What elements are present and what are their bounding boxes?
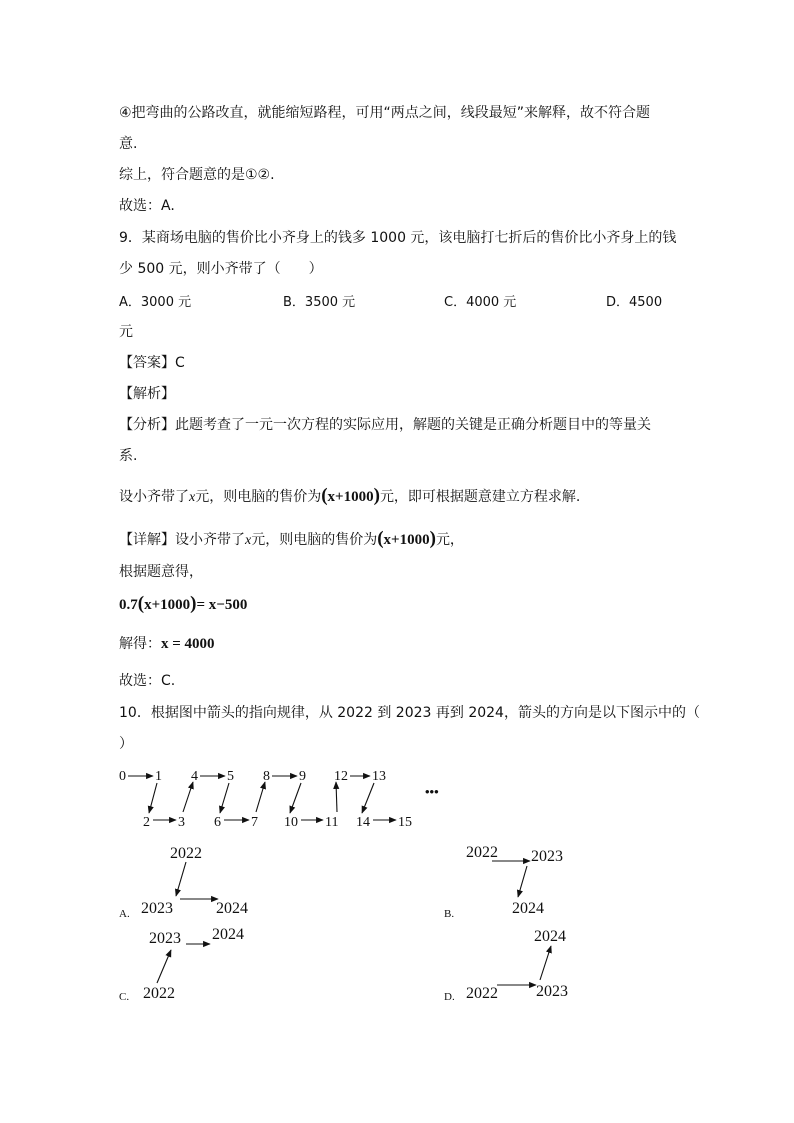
detail-expr: x+1000 — [383, 532, 430, 548]
prev-answer: 故选：A. — [119, 198, 175, 214]
pattern-number: 11 — [325, 815, 339, 830]
prev-conclusion: 综上，符合题意的是①②. — [119, 167, 275, 183]
q10-stem-line-1: 10．根据图中箭头的指向规律，从 2022 到 2023 再到 2024，箭头的方向是以下图示中的（ — [119, 705, 700, 721]
detail-mid: 元，则电脑的售价为 — [251, 532, 378, 548]
pattern-number: 5 — [227, 769, 234, 784]
prev-line-1: ④把弯曲的公路改直，就能缩短路程，可用“两点之间，线段最短”来解释，故不符合题 — [119, 105, 651, 121]
pattern-number: 7 — [251, 815, 258, 830]
detail-pre: 【详解】设小齐带了 — [119, 532, 245, 548]
option-a-arrow-down — [176, 862, 186, 896]
pattern-number: 10 — [284, 815, 298, 830]
q9-detail — [119, 529, 464, 551]
detail-var: x — [245, 533, 252, 548]
setup-expr-close: ) — [373, 485, 380, 506]
option-number: 2023 — [149, 930, 181, 947]
q9-fenxi-line-2: 系. — [119, 448, 138, 464]
q9-option-d: D．4500 — [606, 295, 663, 310]
option-number: 2023 — [531, 848, 563, 865]
pattern-number: 6 — [214, 815, 221, 830]
pattern-number: 1 — [155, 769, 162, 784]
option-label-b: B. — [444, 908, 455, 920]
option-c-arrow-up — [157, 950, 171, 983]
setup-var: x — [189, 490, 196, 505]
option-number: 2022 — [466, 985, 498, 1002]
option-number: 2024 — [216, 900, 248, 917]
pattern-ellipsis: ••• — [425, 784, 439, 799]
pattern-arrow-down — [149, 783, 157, 813]
q9-fenxi-line-1: 【分析】此题考查了一元一次方程的实际应用，解题的关键是正确分析题目中的等量关 — [119, 417, 651, 433]
pattern-arrow-up — [336, 782, 337, 812]
setup-pre: 设小齐带了 — [119, 489, 189, 505]
pattern-number: 3 — [178, 815, 185, 830]
q9-option-c: C．4000 元 — [444, 295, 517, 310]
q9-equation — [119, 594, 247, 615]
detail-expr-close: ) — [429, 528, 436, 549]
option-number: 2023 — [141, 900, 173, 917]
pattern-arrow-down — [362, 783, 374, 813]
pattern-number: 4 — [191, 769, 198, 784]
pattern-arrow-down — [290, 783, 301, 813]
setup-mid: 元，则电脑的售价为 — [195, 489, 322, 505]
q9-analysis-heading: 【解析】 — [119, 386, 175, 402]
equation-inner: x+1000 — [144, 597, 191, 613]
prev-line-2: 意. — [119, 136, 138, 152]
pattern-number: 14 — [356, 815, 370, 830]
setup-expr: x+1000 — [327, 489, 374, 505]
pattern-arrow-down — [220, 783, 229, 813]
option-number: 2024 — [512, 900, 544, 917]
option-d-arrow-up — [540, 946, 551, 980]
detail-expr-open: ( — [377, 528, 384, 549]
q9-gen: 根据题意得， — [119, 564, 203, 580]
pattern-arrow-up — [183, 782, 193, 812]
pattern-arrow-up — [256, 782, 265, 812]
pattern-number: 15 — [398, 815, 412, 830]
pattern-number: 13 — [372, 769, 386, 784]
q9-option-b: B．3500 元 — [283, 295, 356, 310]
solve-eq: x = 4000 — [161, 636, 215, 652]
option-label-a: A. — [119, 908, 130, 920]
detail-post: 元， — [435, 532, 464, 548]
pattern-number: 9 — [299, 769, 306, 784]
equation-open: ( — [137, 593, 145, 614]
pattern-number: 12 — [334, 769, 348, 784]
q9-stem-line-2: 少 500 元，则小齐带了（ ） — [119, 261, 323, 277]
q10-stem-line-2: ） — [119, 736, 133, 752]
pattern-number: 0 — [119, 769, 126, 784]
q9-answer: 【答案】C — [119, 355, 185, 371]
option-number: 2022 — [143, 985, 175, 1002]
q9-option-d-wrap: 元 — [119, 324, 133, 340]
pattern-number: 8 — [263, 769, 270, 784]
option-number: 2024 — [212, 926, 244, 943]
q9-setup — [119, 486, 580, 508]
option-b-arrow-down — [518, 866, 527, 897]
q9-solve — [119, 634, 215, 654]
setup-expr-open: ( — [321, 485, 328, 506]
option-number: 2024 — [534, 928, 566, 945]
option-label-c: C. — [119, 991, 130, 1003]
q9-option-a: A．3000 元 — [119, 295, 192, 310]
option-number: 2022 — [466, 844, 498, 861]
option-number: 2023 — [536, 983, 568, 1000]
equation-coef: 0.7 — [119, 597, 138, 613]
equation-rhs: = x−500 — [196, 597, 248, 613]
setup-post: 元，即可根据题意建立方程求解. — [379, 489, 581, 505]
q9-stem-line-1: 9．某商场电脑的售价比小齐身上的钱多 1000 元，该电脑打七折后的售价比小齐身上的钱 — [119, 230, 677, 246]
solve-label: 解得： — [119, 636, 161, 652]
option-label-d: D. — [444, 991, 455, 1003]
option-number: 2022 — [170, 845, 202, 862]
equation-close: ) — [190, 593, 197, 614]
q9-choose: 故选：C. — [119, 673, 176, 689]
pattern-number: 2 — [143, 815, 150, 830]
